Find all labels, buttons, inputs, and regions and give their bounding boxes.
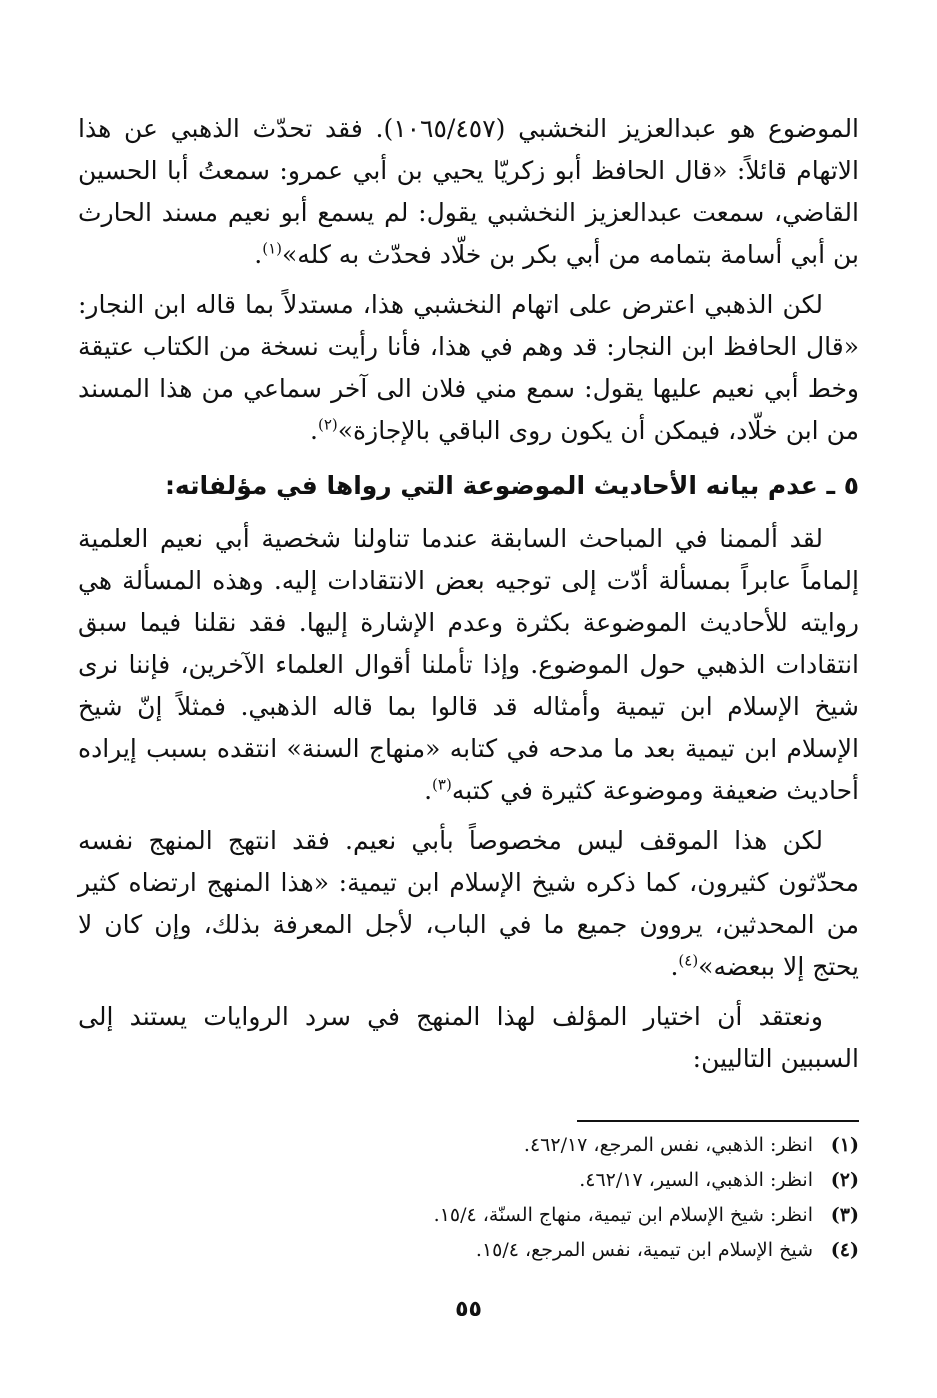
footnote-4 (78, 1233, 859, 1268)
footnote-number: (١) (830, 1134, 859, 1156)
footnote-text: انظر: الذهبي، نفس المرجع، ٤٦٢/١٧. (523, 1134, 813, 1156)
footnote-ref-2[interactable]: (٢) (317, 415, 338, 434)
footnote-number: (٢) (830, 1169, 859, 1191)
section-heading: ٥ ـ عدم بيانه الأحاديث الموضوعة التي رواها في مؤلفاته: (164, 471, 859, 500)
footnote-2 (78, 1163, 859, 1198)
paragraph-5-text: ونعتقد أن اختيار المؤلف لهذا المنهج في سرد الروايات يستند إلى السببين التاليين: (78, 1002, 859, 1073)
paragraph-1-end: . (254, 240, 263, 269)
footnote-text: شيخ الإسلام ابن تيمية، نفس المرجع، ١٥/٤. (475, 1239, 813, 1261)
main-text (78, 108, 859, 1088)
footnote-divider (577, 1120, 859, 1122)
footnote-ref-4[interactable]: (٤) (678, 951, 699, 970)
paragraph-3-end: . (424, 776, 433, 805)
page-number: ٥٥ (455, 1297, 482, 1322)
paragraph-3-text: لقد ألممنا في المباحث السابقة عندما تناولنا شخصية أبي نعيم العلمية إلماماً عابراً بمسألة أدّت إلى توجيه بعض الانتقادات إليه. وهذه المسألة هي روايته للأحاديث الموضوعة بكثرة وعدم الإشارة إليها. فقد نقلنا فيما سبق انتقادات الذهبي حول الموضوع. وإذا تأملنا أقوال العلماء الآخرين، فإننا نرى شيخ الإسلام ابن تيمية وأمثاله قد قالوا بما قاله الذهبي. فمثلاً إنّ شيخ الإسلام ابن تيمية بعد ما مدحه في كتابه «منهاج السنة» انتقده بسبب إيراده أحاديث ضعيفة وموضوعة كثيرة في كتبه (78, 524, 859, 805)
paragraph-1 (78, 108, 859, 276)
footnote-1 (78, 1128, 859, 1163)
footnote-text: انظر: شيخ الإسلام ابن تيمية، منهاج السنّة، ١٥/٤. (433, 1204, 813, 1226)
paragraph-2-end: . (310, 416, 318, 445)
paragraph-2 (78, 284, 859, 452)
paragraph-3 (78, 518, 859, 812)
paragraph-1-text: الموضوع هو عبدالعزيز النخشبي (١٠٦٥/٤٥٧). فقد تحدّث الذهبي عن هذا الاتهام قائلاً: «قال الحافظ أبو زكريّا يحيي بن أبي عمرو: سمعتُ أبا الحسين القاضي، سمعت عبدالعزيز النخشبي يقول: لم يسمع أبو نعيم مسند الحارث بن أبي أسامة بتمامه من أبي بكر بن خلّاد فحدّث به كله» (78, 114, 860, 269)
footnotes-section (78, 1128, 859, 1268)
paragraph-4-end: . (670, 952, 679, 981)
footnote-number: (٣) (830, 1204, 859, 1226)
footnote-text: انظر: الذهبي، السير، ٤٦٢/١٧. (579, 1169, 813, 1191)
footnote-number: (٤) (830, 1239, 859, 1261)
paragraph-4 (78, 820, 859, 988)
paragraph-2-text: لكن الذهبي اعترض على اتهام النخشبي هذا، مستدلاً بما قاله ابن النجار: «قال الحافظ ابن النجار: قد وهم في هذا، فأنا رأيت نسخة من الكتاب عتيقة وخط أبي نعيم عليها يقول: سمع مني فلان الى آخر سماعي من هذا المسند من ابن خلّاد، فيمكن أن يكون روى الباقي بالإجازة» (78, 290, 859, 445)
footnote-ref-3[interactable]: (٣) (432, 775, 452, 794)
footnote-3 (78, 1198, 859, 1233)
paragraph-4-text: لكن هذا الموقف ليس مخصوصاً بأبي نعيم. فقد انتهج المنهج نفسه محدّثون كثيرون، كما ذكره شيخ الإسلام ابن تيمية: «هذا المنهج ارتضاه كثير من المحدثين، يروون جميع ما في الباب، لأجل المعرفة بذلك، وإن كان لا يحتج إلا ببعضه» (78, 826, 859, 981)
paragraph-5 (78, 996, 859, 1080)
footnote-ref-1[interactable]: (١) (262, 239, 282, 258)
